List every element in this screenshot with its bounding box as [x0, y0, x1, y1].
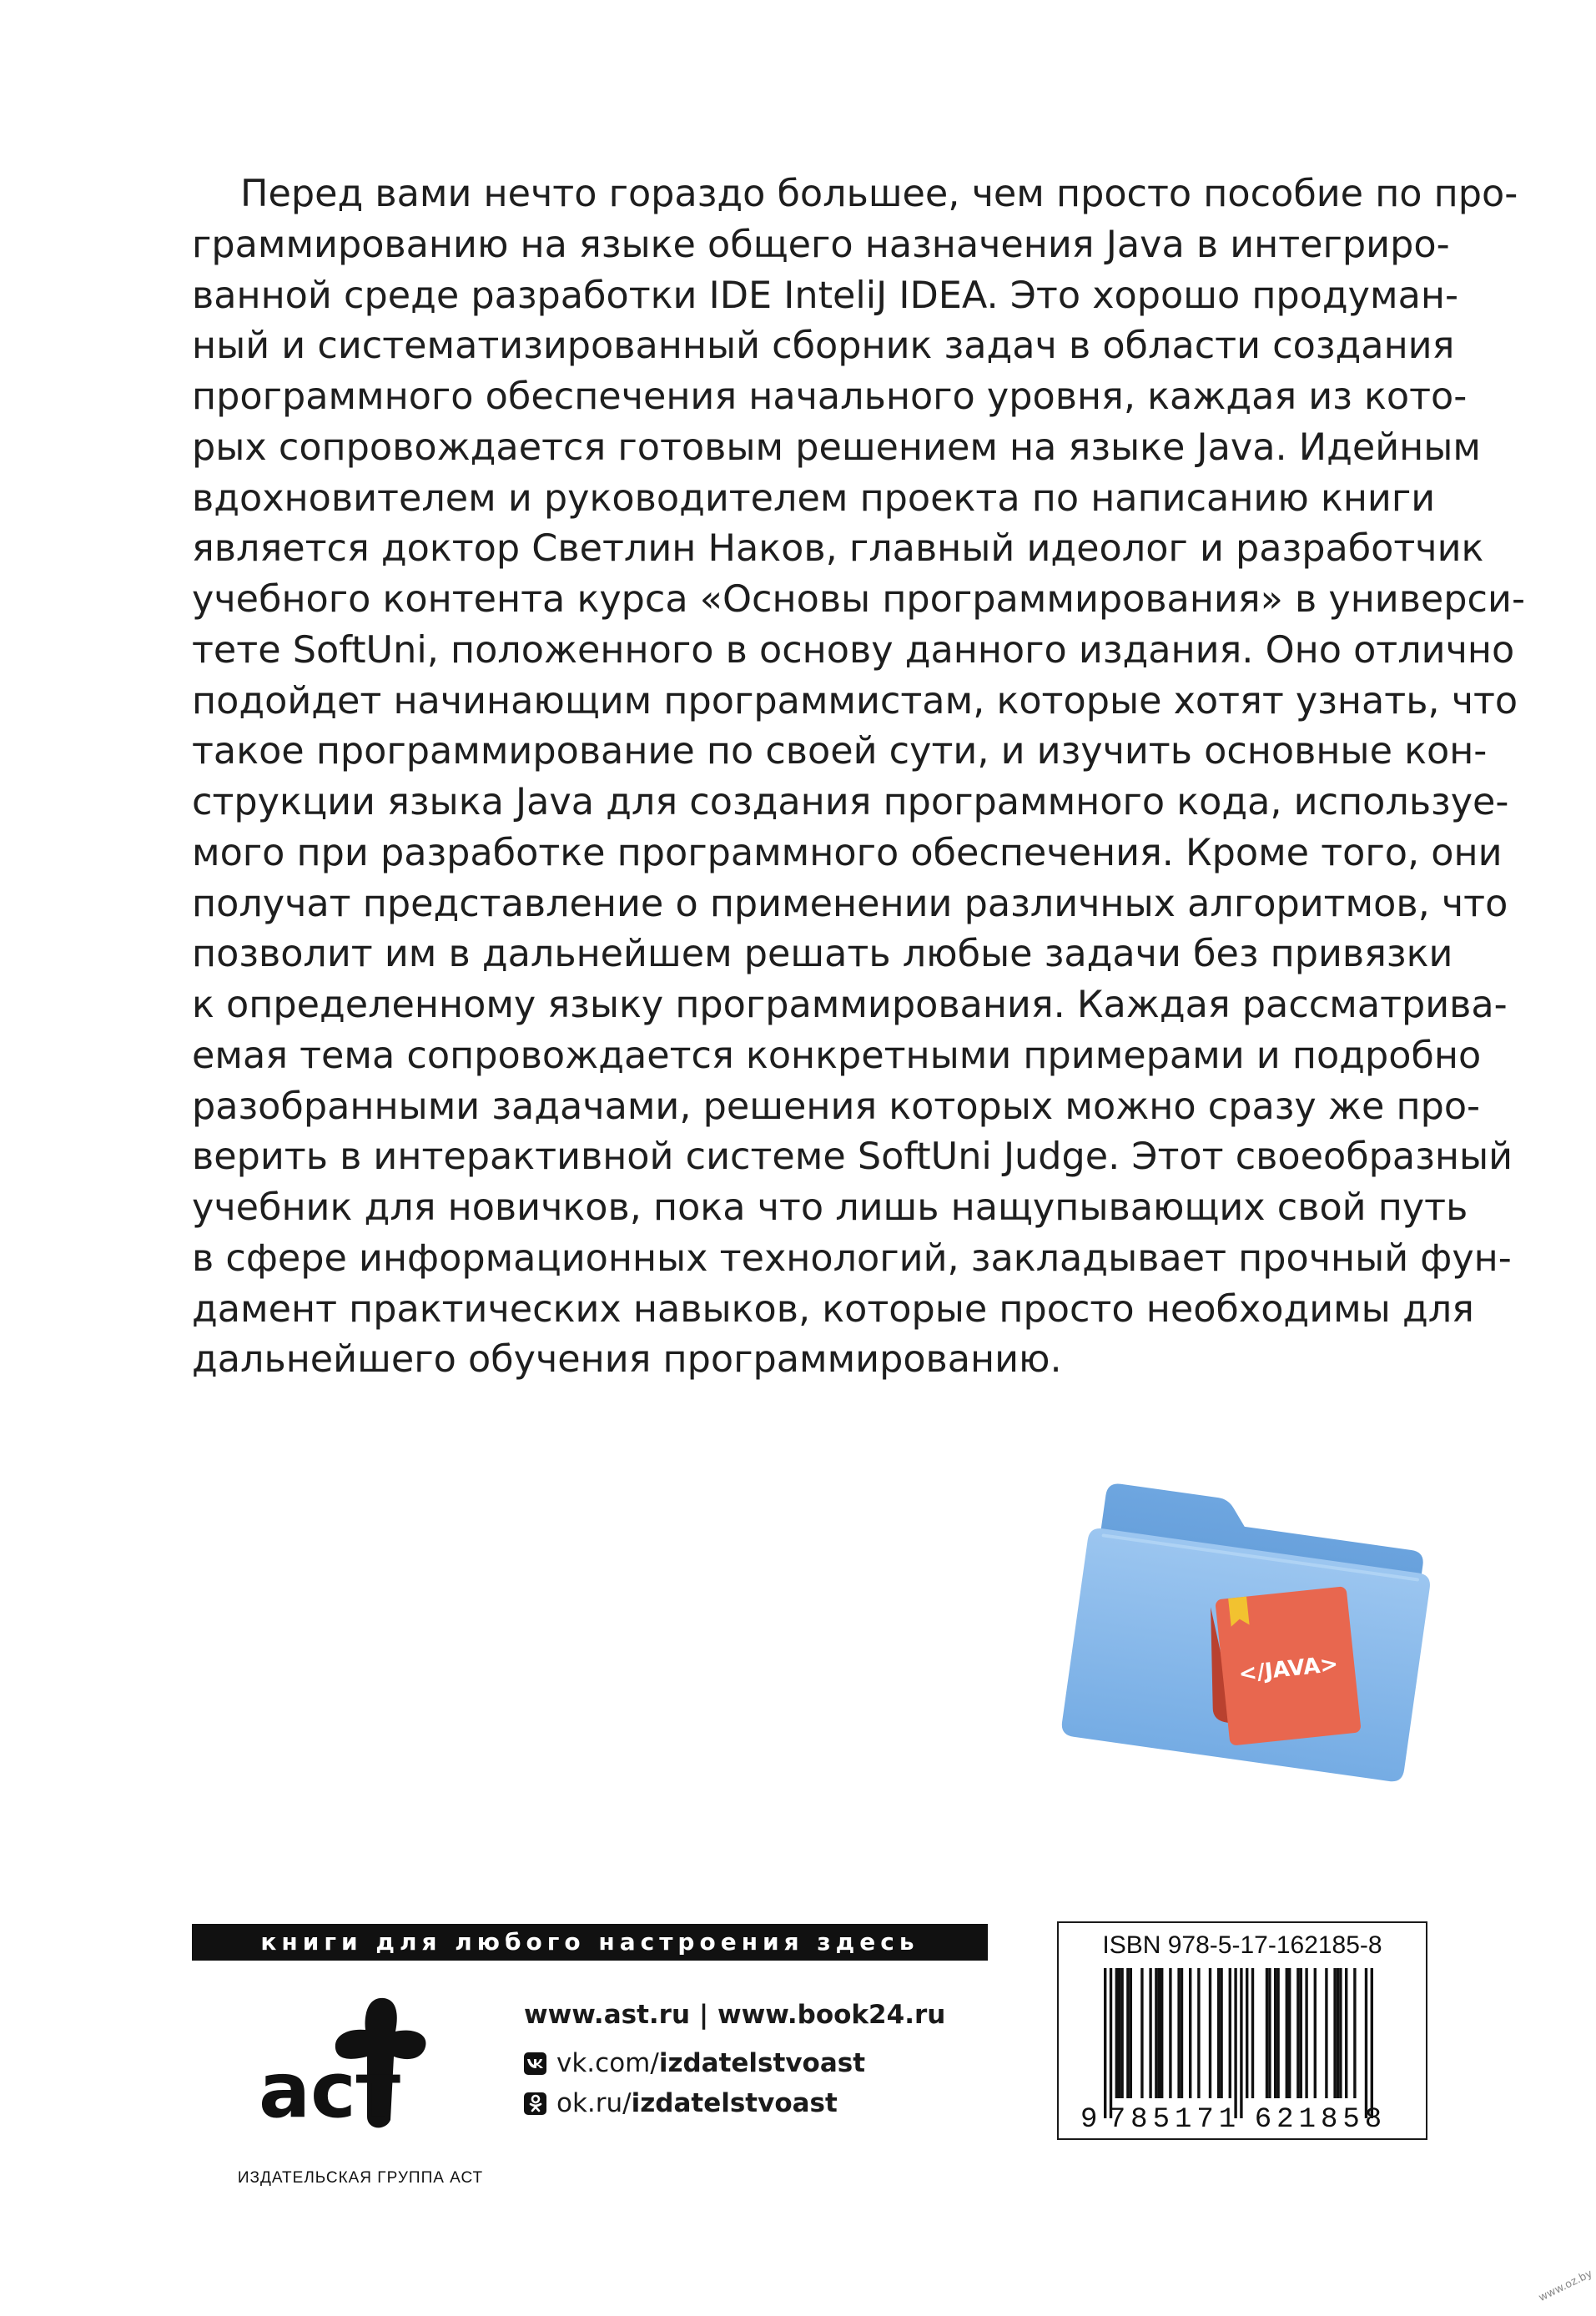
description-line: в сфере информационных технологий, закладывает прочный фун- [192, 1236, 1512, 1280]
vk-icon [524, 2052, 546, 2075]
social-prefix: ok.ru/ [556, 2088, 632, 2118]
description-line: получат представление о применении различных алгоритмов, что [192, 882, 1508, 925]
barcode-bar [1246, 1968, 1248, 2098]
barcode-bar [1337, 1968, 1339, 2098]
social-prefix: vk.com/ [556, 2048, 659, 2078]
isbn-label: ISBN 978-5-17-162185-8 [1102, 1931, 1382, 1959]
barcode-bar [1276, 1968, 1279, 2098]
tagline-banner: книги для любого настроения здесь [192, 1924, 988, 1961]
book-label: </JAVA> [1237, 1651, 1340, 1688]
barcode-bar [1209, 1968, 1211, 2098]
barcode-bar [1251, 1968, 1254, 2098]
social-link-ok[interactable] [524, 2082, 945, 2124]
barcode-bar [1158, 1968, 1160, 2098]
barcode-bar [1160, 1968, 1163, 2098]
barcode-bar [1120, 1968, 1123, 2098]
description-line: струкции языка Java для создания программного кода, используе- [192, 781, 1509, 823]
barcode-bar [1110, 1968, 1112, 2118]
description-line: такое программирование по своей сути, и изучить основные кон- [192, 730, 1488, 773]
barcode-bar [1314, 1968, 1317, 2098]
description-line: дамент практических навыков, которые просто необходимы для [192, 1287, 1474, 1331]
barcode-digits-right: 621858 [1254, 2104, 1387, 2132]
description-line: учебного контента курса «Основы программирования» в универси- [192, 578, 1526, 621]
description-line: разобранными задачами, решения которых можно сразу же про- [192, 1085, 1481, 1128]
barcode-bar [1140, 1968, 1143, 2098]
publisher-imprint: ИЗДАТЕЛЬСКАЯ ГРУППА АСТ [237, 2169, 484, 2187]
barcode-bar [1305, 1968, 1307, 2098]
barcode-bar [1371, 1968, 1373, 2118]
description-line: ванной среде разработки IDE InteliJ IDEA. Это хорошо продуман- [192, 274, 1458, 317]
barcode-bar [1345, 1968, 1347, 2098]
description-line: граммированию на языке общего назначения Java в интегриро- [192, 223, 1450, 266]
barcode-bar [1197, 1968, 1200, 2098]
barcode-bar [1286, 1968, 1288, 2098]
odnoklassniki-icon [524, 2092, 546, 2115]
social-link-vk[interactable] [524, 2042, 945, 2084]
description-line: верить в интерактивной системе SoftUni Judge. Этот своеобразный [192, 1135, 1513, 1179]
barcode-bar [1169, 1968, 1171, 2098]
ast-logo-icon [242, 1991, 442, 2137]
barcode-bar [1300, 1968, 1302, 2098]
barcode-bar [1288, 1968, 1291, 2098]
barcode-bar [1333, 1968, 1336, 2098]
barcode-bar [1177, 1968, 1180, 2098]
social-handle: izdatelstvoast [631, 2088, 838, 2118]
barcode-bar [1118, 1968, 1120, 2098]
description-line: позволит им в дальнейшем решать любые задачи без привязки [192, 933, 1453, 976]
publisher-links [524, 1994, 945, 2124]
barcode-bar [1229, 1968, 1231, 2098]
description-line: емая тема сопровождается конкретными примерами и подробно [192, 1034, 1482, 1077]
barcode-bar [1353, 1968, 1356, 2098]
description-line: вдохновителем и руководителем проекта по написанию книги [192, 476, 1436, 520]
watermark: www.oz.by [1537, 2268, 1595, 2305]
barcode-bar [1126, 1968, 1129, 2098]
barcode-bar [1181, 1968, 1183, 2098]
description-line: тете SoftUni, положенного в основу данного издания. Оно отлично [192, 628, 1515, 672]
folder-icon [1058, 1483, 1442, 1784]
description-line: учебник для новичков, пока что лишь нащупывающих свой путь [192, 1186, 1468, 1229]
barcode [1070, 1968, 1412, 2132]
barcode-bar [1234, 1968, 1236, 2118]
description-line: ный и систематизированный сборник задач в области создания [192, 325, 1455, 368]
barcode-bar [1339, 1968, 1342, 2098]
description-line: является доктор Светлин Наков, главный идеолог и разработчик [192, 527, 1484, 571]
social-handle: izdatelstvoast [658, 2048, 866, 2078]
barcode-bar [1266, 1968, 1268, 2098]
description-line: рых сопровождается готовым решением на языке Java. Идейным [192, 425, 1481, 469]
isbn-barcode-box [1057, 1921, 1427, 2140]
barcode-bar [1220, 1968, 1222, 2098]
description-line: мого при разработке программного обеспечения. Кроме того, они [192, 831, 1503, 874]
barcode-bar [1268, 1968, 1271, 2098]
barcode-bar [1274, 1968, 1276, 2098]
description-line: к определенному языку программирования. Каждая рассматрива- [192, 984, 1508, 1026]
logo-text: аст [259, 2046, 400, 2135]
barcode-bar [1115, 1968, 1118, 2098]
description-text [192, 169, 1526, 1386]
barcode-bar [1149, 1968, 1151, 2098]
barcode-bar [1130, 1968, 1132, 2098]
barcode-digit-lead: 9 [1080, 2104, 1098, 2132]
website-links[interactable]: www.ast.ru | www.book24.ru [524, 2000, 946, 2030]
barcode-bar [1240, 1968, 1242, 2118]
barcode-bar [1325, 1968, 1327, 2098]
barcode-bar [1104, 1968, 1106, 2118]
barcode-bar [1296, 1968, 1299, 2098]
description-line: программного обеспечения начального уровня, каждая из кото- [192, 375, 1468, 418]
barcode-bar [1365, 1968, 1367, 2118]
description-line: подойдет начинающим программистам, которые хотят узнать, что [192, 679, 1518, 722]
barcode-bar [1217, 1968, 1220, 2098]
barcode-digits-left: 785171 [1108, 2104, 1241, 2132]
barcode-bar [1155, 1968, 1157, 2098]
description-line: дальнейшего обучения программированию. [192, 1338, 1062, 1382]
description-line: Перед вами нечто гораздо большее, чем просто пособие по про- [240, 173, 1518, 215]
barcode-bar [1189, 1968, 1191, 2098]
